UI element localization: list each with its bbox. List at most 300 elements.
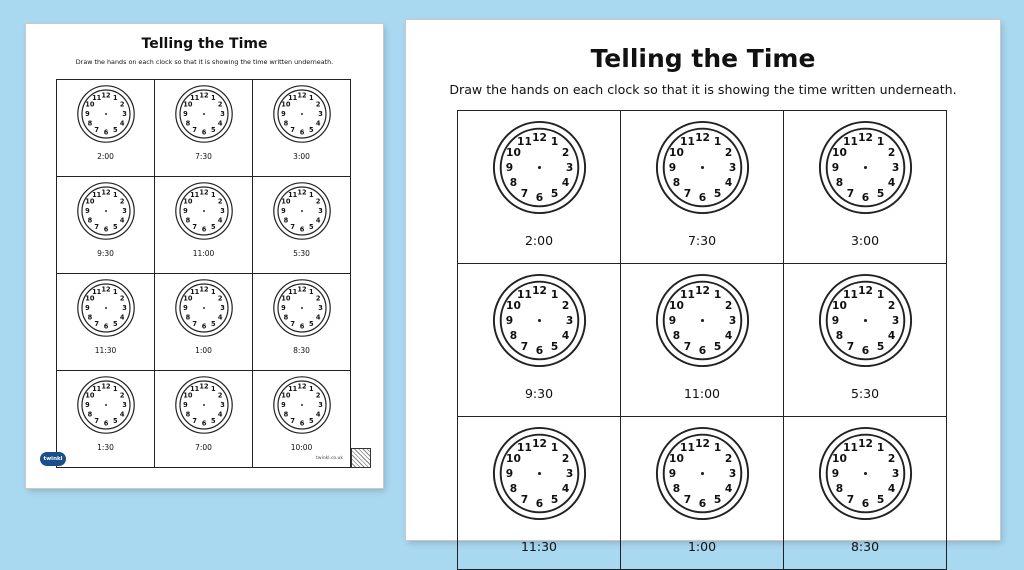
clock-numeral: 9 bbox=[183, 304, 188, 312]
clock-numeral: 1 bbox=[550, 134, 559, 148]
clock-numeral: 10 bbox=[281, 197, 291, 206]
clock-numeral: 11 bbox=[92, 190, 102, 199]
clock-numeral: 7 bbox=[192, 417, 197, 426]
clock-numeral: 11 bbox=[517, 287, 532, 301]
clock-numeral: 4 bbox=[315, 313, 321, 322]
clock-numeral: 8 bbox=[185, 410, 191, 419]
clock-numeral: 9 bbox=[831, 161, 840, 174]
clock-numeral: 6 bbox=[698, 497, 707, 511]
clock-numeral: 5 bbox=[550, 340, 559, 354]
worksheet-instructions: Draw the hands on each clock so that it is showing the time written underneath. bbox=[75, 58, 334, 66]
clock-numeral: 1 bbox=[113, 384, 118, 393]
clock-numeral: 9 bbox=[281, 401, 286, 409]
clock-numeral: 9 bbox=[183, 110, 188, 118]
clock-numeral: 11 bbox=[92, 93, 102, 102]
clock-numeral: 3 bbox=[728, 314, 737, 327]
clock-cell bbox=[253, 371, 351, 468]
clock-cell bbox=[621, 111, 784, 264]
clock-numeral: 8 bbox=[185, 216, 191, 225]
clock-numeral: 2 bbox=[887, 451, 896, 465]
clock-numeral: 5 bbox=[713, 493, 722, 507]
time-label: 8:30 bbox=[850, 539, 880, 554]
clock-numeral: 8 bbox=[672, 329, 681, 343]
time-label: 9:30 bbox=[524, 386, 554, 401]
clock-numeral: 2 bbox=[887, 145, 896, 159]
clock-numeral: 12 bbox=[297, 285, 307, 294]
clock-numeral: 10 bbox=[669, 145, 684, 159]
clock-numeral: 3 bbox=[122, 401, 127, 409]
clock-numeral: 8 bbox=[672, 482, 681, 496]
clock-numeral: 8 bbox=[835, 482, 844, 496]
clock-numeral: 5 bbox=[113, 320, 118, 329]
clock-numeral: 11 bbox=[92, 287, 102, 296]
clock-numeral: 12 bbox=[858, 436, 873, 450]
clock-numeral: 10 bbox=[669, 298, 684, 312]
clock-numeral: 5 bbox=[713, 340, 722, 354]
clock-numeral: 8 bbox=[185, 313, 191, 322]
clock-numeral: 1 bbox=[211, 384, 216, 393]
clock-numeral: 2 bbox=[315, 197, 321, 206]
clock-numeral: 8 bbox=[283, 313, 289, 322]
clock-numeral: 7 bbox=[683, 187, 692, 201]
clock-numeral: 7 bbox=[94, 126, 99, 135]
time-label: 1:00 bbox=[195, 346, 212, 355]
clock-face-icon bbox=[76, 84, 136, 144]
clock-numeral: 11 bbox=[843, 134, 858, 148]
clock-numeral: 2 bbox=[217, 197, 223, 206]
clock-numeral: 9 bbox=[505, 161, 514, 174]
clock-numeral: 3 bbox=[891, 314, 900, 327]
clock-numeral: 4 bbox=[217, 313, 223, 322]
clock-numeral: 12 bbox=[297, 188, 307, 197]
clock-numeral: 6 bbox=[861, 497, 870, 511]
time-label: 1:00 bbox=[687, 539, 717, 554]
clock-numeral: 7 bbox=[846, 493, 855, 507]
clock-numeral: 11 bbox=[288, 287, 298, 296]
clock-numeral: 3 bbox=[122, 207, 127, 215]
clock-numeral: 12 bbox=[858, 130, 873, 144]
clock-numeral: 3 bbox=[220, 401, 225, 409]
clock-face-icon bbox=[272, 84, 332, 144]
clock-numeral: 8 bbox=[185, 119, 191, 128]
clock-numeral: 6 bbox=[201, 225, 207, 234]
clock-numeral: 8 bbox=[835, 176, 844, 190]
clock-numeral: 7 bbox=[683, 340, 692, 354]
clock-cell bbox=[621, 264, 784, 417]
clock-numeral: 6 bbox=[299, 225, 305, 234]
worksheet-title: Telling the Time bbox=[141, 36, 268, 52]
clock-numeral: 12 bbox=[532, 130, 547, 144]
clock-numeral: 6 bbox=[103, 419, 109, 428]
clock-numeral: 1 bbox=[876, 440, 885, 454]
clock-numeral: 12 bbox=[101, 285, 111, 294]
worksheet-instructions: Draw the hands on each clock so that it is showing the time written underneath. bbox=[449, 82, 957, 97]
clock-numeral: 7 bbox=[94, 320, 99, 329]
clock-numeral: 4 bbox=[217, 119, 223, 128]
clock-numeral: 7 bbox=[94, 417, 99, 426]
clock-numeral: 5 bbox=[211, 417, 216, 426]
clock-numeral: 1 bbox=[309, 93, 314, 102]
clock-numeral: 2 bbox=[561, 145, 570, 159]
clock-numeral: 8 bbox=[87, 216, 93, 225]
clock-numeral: 2 bbox=[119, 391, 125, 400]
clock-cell bbox=[784, 111, 947, 264]
clock-cell bbox=[253, 80, 351, 177]
clock-numeral: 3 bbox=[122, 304, 127, 312]
clock-numeral: 12 bbox=[532, 436, 547, 450]
clock-face-icon bbox=[491, 119, 588, 216]
clock-numeral: 6 bbox=[201, 128, 207, 137]
clock-numeral: 1 bbox=[713, 134, 722, 148]
clock-face-icon bbox=[272, 375, 332, 435]
clock-face-icon bbox=[174, 375, 234, 435]
clock-numeral: 3 bbox=[318, 110, 323, 118]
clock-numeral: 7 bbox=[192, 126, 197, 135]
clock-numeral: 3 bbox=[565, 161, 574, 174]
clock-numeral: 12 bbox=[532, 283, 547, 297]
clock-numeral: 4 bbox=[119, 216, 125, 225]
clock-numeral: 6 bbox=[201, 322, 207, 331]
time-label: 3:00 bbox=[850, 233, 880, 248]
clock-numeral: 4 bbox=[887, 329, 896, 343]
clock-numeral: 8 bbox=[835, 329, 844, 343]
clock-numeral: 10 bbox=[183, 100, 193, 109]
clock-numeral: 5 bbox=[113, 223, 118, 232]
clock-numeral: 12 bbox=[101, 188, 111, 197]
clock-numeral: 7 bbox=[290, 126, 295, 135]
clock-cell bbox=[458, 264, 621, 417]
clock-numeral: 11 bbox=[288, 190, 298, 199]
clock-numeral: 9 bbox=[85, 110, 90, 118]
clock-grid bbox=[457, 110, 947, 570]
clock-numeral: 9 bbox=[831, 314, 840, 327]
clock-numeral: 10 bbox=[669, 451, 684, 465]
clock-cell bbox=[57, 274, 155, 371]
clock-cell bbox=[458, 417, 621, 570]
twinkl-logo: twinkl bbox=[40, 452, 66, 466]
clock-numeral: 6 bbox=[299, 322, 305, 331]
clock-cell bbox=[784, 264, 947, 417]
clock-numeral: 11 bbox=[190, 93, 200, 102]
clock-face-icon bbox=[76, 375, 136, 435]
clock-numeral: 3 bbox=[318, 304, 323, 312]
clock-numeral: 4 bbox=[119, 410, 125, 419]
clock-numeral: 9 bbox=[505, 314, 514, 327]
clock-numeral: 8 bbox=[87, 313, 93, 322]
clock-numeral: 8 bbox=[283, 216, 289, 225]
clock-numeral: 12 bbox=[101, 382, 111, 391]
clock-numeral: 1 bbox=[113, 190, 118, 199]
clock-numeral: 2 bbox=[561, 451, 570, 465]
clock-numeral: 5 bbox=[211, 320, 216, 329]
worksheet-title: Telling the Time bbox=[590, 44, 816, 73]
clock-numeral: 5 bbox=[211, 223, 216, 232]
clock-face-icon bbox=[76, 278, 136, 338]
clock-face-icon bbox=[654, 119, 751, 216]
clock-numeral: 6 bbox=[861, 191, 870, 205]
clock-numeral: 3 bbox=[728, 161, 737, 174]
clock-numeral: 7 bbox=[192, 320, 197, 329]
clock-numeral: 4 bbox=[561, 482, 570, 496]
clock-numeral: 5 bbox=[113, 417, 118, 426]
clock-numeral: 5 bbox=[876, 187, 885, 201]
clock-numeral: 2 bbox=[217, 100, 223, 109]
clock-cell bbox=[784, 417, 947, 570]
clock-numeral: 4 bbox=[315, 119, 321, 128]
clock-numeral: 10 bbox=[281, 100, 291, 109]
clock-numeral: 10 bbox=[183, 197, 193, 206]
clock-numeral: 1 bbox=[309, 287, 314, 296]
clock-numeral: 11 bbox=[843, 287, 858, 301]
footer-url: twinkl.co.uk bbox=[316, 456, 343, 461]
clock-face-icon bbox=[272, 278, 332, 338]
clock-numeral: 5 bbox=[550, 493, 559, 507]
clock-numeral: 7 bbox=[520, 340, 529, 354]
clock-numeral: 5 bbox=[876, 340, 885, 354]
clock-numeral: 7 bbox=[192, 223, 197, 232]
clock-numeral: 2 bbox=[724, 298, 733, 312]
clock-numeral: 9 bbox=[668, 467, 677, 480]
clock-numeral: 2 bbox=[561, 298, 570, 312]
clock-numeral: 12 bbox=[297, 382, 307, 391]
time-label: 2:00 bbox=[524, 233, 554, 248]
clock-numeral: 10 bbox=[281, 294, 291, 303]
clock-numeral: 2 bbox=[217, 391, 223, 400]
clock-numeral: 5 bbox=[309, 223, 314, 232]
clock-numeral: 5 bbox=[876, 493, 885, 507]
clock-face-icon bbox=[654, 272, 751, 369]
clock-numeral: 3 bbox=[220, 207, 225, 215]
clock-face-icon bbox=[817, 425, 914, 522]
clock-numeral: 11 bbox=[288, 93, 298, 102]
clock-numeral: 9 bbox=[85, 401, 90, 409]
clock-numeral: 9 bbox=[831, 467, 840, 480]
clock-numeral: 8 bbox=[509, 482, 518, 496]
clock-numeral: 11 bbox=[517, 134, 532, 148]
clock-numeral: 6 bbox=[201, 419, 207, 428]
clock-numeral: 3 bbox=[565, 314, 574, 327]
clock-numeral: 4 bbox=[724, 176, 733, 190]
clock-numeral: 7 bbox=[683, 493, 692, 507]
clock-numeral: 9 bbox=[668, 161, 677, 174]
clock-numeral: 11 bbox=[680, 134, 695, 148]
clock-numeral: 3 bbox=[728, 467, 737, 480]
clock-cell bbox=[458, 111, 621, 264]
clock-numeral: 2 bbox=[119, 294, 125, 303]
time-label: 8:30 bbox=[293, 346, 310, 355]
clock-numeral: 2 bbox=[315, 391, 321, 400]
clock-numeral: 11 bbox=[190, 384, 200, 393]
clock-numeral: 1 bbox=[113, 287, 118, 296]
clock-face-icon bbox=[491, 272, 588, 369]
clock-numeral: 4 bbox=[119, 119, 125, 128]
clock-numeral: 12 bbox=[101, 91, 111, 100]
clock-numeral: 11 bbox=[288, 384, 298, 393]
clock-numeral: 6 bbox=[103, 225, 109, 234]
clock-numeral: 5 bbox=[113, 126, 118, 135]
clock-numeral: 7 bbox=[520, 187, 529, 201]
clock-numeral: 7 bbox=[290, 223, 295, 232]
clock-numeral: 10 bbox=[832, 451, 847, 465]
clock-cell bbox=[57, 177, 155, 274]
clock-cell bbox=[155, 274, 253, 371]
clock-numeral: 5 bbox=[550, 187, 559, 201]
clock-numeral: 10 bbox=[85, 294, 95, 303]
time-label: 7:30 bbox=[687, 233, 717, 248]
clock-numeral: 10 bbox=[506, 298, 521, 312]
clock-numeral: 6 bbox=[535, 344, 544, 358]
clock-numeral: 3 bbox=[122, 110, 127, 118]
clock-numeral: 6 bbox=[698, 344, 707, 358]
clock-numeral: 3 bbox=[891, 467, 900, 480]
clock-numeral: 3 bbox=[220, 110, 225, 118]
clock-numeral: 12 bbox=[199, 91, 209, 100]
clock-numeral: 11 bbox=[843, 440, 858, 454]
clock-face-icon bbox=[272, 181, 332, 241]
clock-numeral: 2 bbox=[724, 451, 733, 465]
clock-numeral: 7 bbox=[846, 187, 855, 201]
clock-numeral: 12 bbox=[199, 188, 209, 197]
clock-numeral: 1 bbox=[113, 93, 118, 102]
time-label: 5:30 bbox=[850, 386, 880, 401]
clock-numeral: 1 bbox=[713, 287, 722, 301]
clock-numeral: 5 bbox=[211, 126, 216, 135]
clock-numeral: 1 bbox=[309, 384, 314, 393]
clock-numeral: 2 bbox=[119, 197, 125, 206]
clock-numeral: 11 bbox=[680, 287, 695, 301]
time-label: 9:30 bbox=[97, 249, 114, 258]
clock-numeral: 9 bbox=[85, 207, 90, 215]
clock-numeral: 3 bbox=[318, 207, 323, 215]
clock-numeral: 1 bbox=[211, 93, 216, 102]
clock-numeral: 7 bbox=[520, 493, 529, 507]
clock-numeral: 3 bbox=[565, 467, 574, 480]
clock-face-icon bbox=[174, 84, 234, 144]
clock-numeral: 4 bbox=[724, 482, 733, 496]
clock-numeral: 8 bbox=[87, 119, 93, 128]
clock-numeral: 10 bbox=[281, 391, 291, 400]
time-label: 11:00 bbox=[192, 249, 215, 258]
clock-numeral: 6 bbox=[103, 322, 109, 331]
clock-numeral: 4 bbox=[119, 313, 125, 322]
clock-cell bbox=[155, 177, 253, 274]
clock-numeral: 1 bbox=[876, 287, 885, 301]
clock-numeral: 9 bbox=[85, 304, 90, 312]
clock-numeral: 10 bbox=[85, 197, 95, 206]
clock-numeral: 8 bbox=[87, 410, 93, 419]
clock-numeral: 6 bbox=[299, 419, 305, 428]
clock-numeral: 6 bbox=[535, 497, 544, 511]
clock-numeral: 11 bbox=[190, 190, 200, 199]
clock-grid bbox=[56, 79, 351, 468]
clock-numeral: 1 bbox=[876, 134, 885, 148]
clock-face-icon bbox=[174, 278, 234, 338]
clock-numeral: 6 bbox=[861, 344, 870, 358]
clock-numeral: 9 bbox=[668, 314, 677, 327]
clock-numeral: 6 bbox=[535, 191, 544, 205]
clock-cell bbox=[57, 371, 155, 468]
worksheet-zoom-preview bbox=[406, 20, 1000, 554]
clock-numeral: 7 bbox=[290, 320, 295, 329]
clock-numeral: 4 bbox=[561, 329, 570, 343]
clock-numeral: 5 bbox=[309, 320, 314, 329]
clock-numeral: 4 bbox=[887, 176, 896, 190]
clock-numeral: 12 bbox=[695, 130, 710, 144]
clock-face-icon bbox=[76, 181, 136, 241]
clock-numeral: 9 bbox=[281, 304, 286, 312]
clock-numeral: 2 bbox=[119, 100, 125, 109]
clock-numeral: 5 bbox=[309, 417, 314, 426]
clock-numeral: 7 bbox=[290, 417, 295, 426]
clock-numeral: 10 bbox=[832, 145, 847, 159]
clock-numeral: 2 bbox=[217, 294, 223, 303]
clock-numeral: 1 bbox=[211, 287, 216, 296]
clock-numeral: 4 bbox=[724, 329, 733, 343]
clock-numeral: 4 bbox=[315, 216, 321, 225]
clock-numeral: 4 bbox=[217, 216, 223, 225]
clock-face-icon bbox=[817, 272, 914, 369]
clock-numeral: 5 bbox=[309, 126, 314, 135]
clock-cell bbox=[253, 177, 351, 274]
time-label: 7:00 bbox=[195, 443, 212, 452]
clock-numeral: 8 bbox=[672, 176, 681, 190]
clock-numeral: 2 bbox=[887, 298, 896, 312]
clock-numeral: 1 bbox=[211, 190, 216, 199]
clock-face-icon bbox=[654, 425, 751, 522]
clock-face-icon bbox=[491, 425, 588, 522]
clock-face-icon bbox=[817, 119, 914, 216]
clock-numeral: 8 bbox=[283, 410, 289, 419]
clock-numeral: 8 bbox=[509, 329, 518, 343]
time-label: 3:00 bbox=[293, 152, 310, 161]
clock-numeral: 6 bbox=[698, 191, 707, 205]
clock-numeral: 10 bbox=[183, 294, 193, 303]
clock-numeral: 12 bbox=[199, 285, 209, 294]
time-label: 11:00 bbox=[683, 386, 721, 401]
clock-cell bbox=[155, 371, 253, 468]
clock-numeral: 4 bbox=[561, 176, 570, 190]
clock-numeral: 11 bbox=[680, 440, 695, 454]
clock-numeral: 7 bbox=[846, 340, 855, 354]
time-label: 11:30 bbox=[94, 346, 117, 355]
clock-numeral: 7 bbox=[94, 223, 99, 232]
clock-numeral: 4 bbox=[315, 410, 321, 419]
clock-numeral: 2 bbox=[315, 294, 321, 303]
clock-numeral: 3 bbox=[318, 401, 323, 409]
worksheet-thumbnail[interactable] bbox=[26, 24, 383, 488]
clock-numeral: 3 bbox=[891, 161, 900, 174]
clock-numeral: 1 bbox=[550, 440, 559, 454]
clock-numeral: 9 bbox=[183, 207, 188, 215]
clock-numeral: 10 bbox=[183, 391, 193, 400]
clock-cell bbox=[621, 417, 784, 570]
clock-numeral: 10 bbox=[506, 145, 521, 159]
clock-numeral: 4 bbox=[217, 410, 223, 419]
clock-numeral: 10 bbox=[506, 451, 521, 465]
clock-numeral: 9 bbox=[505, 467, 514, 480]
clock-numeral: 12 bbox=[858, 283, 873, 297]
clock-numeral: 11 bbox=[190, 287, 200, 296]
time-label: 2:00 bbox=[97, 152, 114, 161]
time-label: 1:30 bbox=[97, 443, 114, 452]
clock-numeral: 12 bbox=[695, 436, 710, 450]
clock-face-icon bbox=[174, 181, 234, 241]
clock-numeral: 2 bbox=[724, 145, 733, 159]
clock-numeral: 10 bbox=[832, 298, 847, 312]
clock-numeral: 4 bbox=[887, 482, 896, 496]
clock-numeral: 5 bbox=[713, 187, 722, 201]
clock-numeral: 1 bbox=[713, 440, 722, 454]
